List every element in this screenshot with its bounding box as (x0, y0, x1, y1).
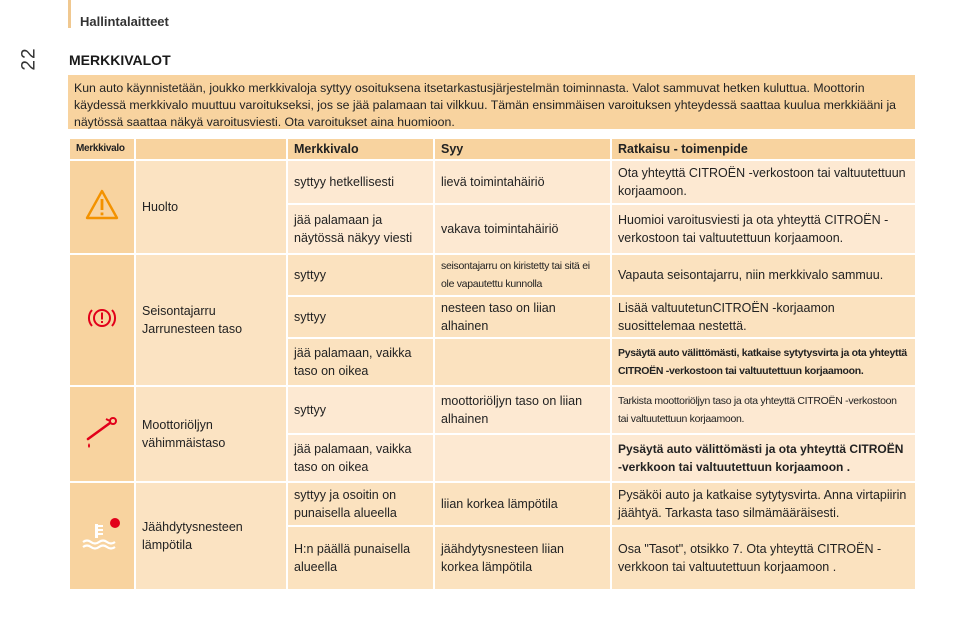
state-cell: syttyy (287, 386, 434, 434)
action-cell: Pysäköi auto ja katkaise sytytysvirta. Anna virtapiirin jäähtyä. Tarkasta taso silmämääräisesti. (611, 482, 916, 526)
light-name-text: Seisontajarru Jarrunesteen taso (142, 304, 243, 336)
state-cell: jää palamaan ja näytössä näkyy viesti (287, 204, 434, 254)
cause-cell: moottoriöljyn taso on liian alhainen (434, 386, 611, 434)
action-cell: Pysäytä auto välittömästi ja ota yhteyttä CITROËN -verkkoon tai valtuutettuun korjaamoon . (611, 434, 916, 482)
icon-cell (69, 254, 135, 386)
light-name-text: Jäähdytysnesteen lämpötila (142, 520, 243, 552)
table-row (69, 386, 916, 434)
header-blank (135, 138, 287, 160)
header-indicator: Merkkivalo (287, 138, 434, 160)
action-cell: Tarkista moottoriöljyn taso ja ota yhteyttä CITROËN -verkostoon tai valtuutettuun korjaamoon. (611, 386, 916, 434)
cause-cell: seisontajarru on kiristetty tai sitä ei ole vapautettu kunnolla (434, 254, 611, 296)
state-cell: syttyy hetkellisesti (287, 160, 434, 204)
intro-text: Kun auto käynnistetään, joukko merkkivaloja syttyy osoituksena itsetarkastusjärjestelmän toiminnasta. Valot sammuvat hetken kuluttua. Moottorin käydessä merkkivalo muuttuu varoitukseksi, jos se jää palamaan tai vilkkuu. Tämän ensimmäisen varoituksen yhteydessä saattaa kuulua merkkiääni ja näytössä saattaa näkyä varoitusviesti. Ota varoitukset aina huomioon. (68, 75, 915, 129)
state-cell: syttyy (287, 254, 434, 296)
action-cell: Pysäytä auto välittömästi, katkaise sytytysvirta ja ota yhteyttä CITROËN -verkostoon tai valtuutettuun korjaamoon. (611, 338, 916, 386)
chapter-marker (68, 0, 71, 28)
cause-cell: vakava toimintahäiriö (434, 204, 611, 254)
table-row (69, 482, 916, 526)
state-cell: H:n päällä punaisella alueella (287, 526, 434, 590)
page-number: 22 (18, 47, 40, 71)
state-cell: jää palamaan, vaikka taso on oikea (287, 434, 434, 482)
table-header-row (69, 138, 916, 160)
state-cell: jää palamaan, vaikka taso on oikea (287, 338, 434, 386)
state-cell: syttyy ja osoitin on punaisella alueella (287, 482, 434, 526)
action-cell: Vapauta seisontajarru, niin merkkivalo sammuu. (611, 254, 916, 296)
cause-cell: lievä toimintahäiriö (434, 160, 611, 204)
action-cell: Ota yhteyttä CITROËN -verkostoon tai valtuutettuun korjaamoon. (611, 160, 916, 204)
action-cell: Lisää valtuutetunCITROËN -korjaamon suosittelemaa nestettä. (611, 296, 916, 338)
cause-cell (434, 434, 611, 482)
header-light: Merkkivalo (69, 138, 135, 160)
icon-cell (69, 160, 135, 254)
light-name: Huolto (135, 160, 287, 254)
section-title: MERKKIVALOT (69, 52, 171, 68)
cause-cell: nesteen taso on liian alhainen (434, 296, 611, 338)
state-cell: syttyy (287, 296, 434, 338)
light-name (135, 386, 287, 482)
warning-triangle-icon (85, 189, 119, 226)
oil-can-icon (84, 415, 120, 454)
light-name (135, 482, 287, 590)
cause-cell: liian korkea lämpötila (434, 482, 611, 526)
light-name-text: Moottoriöljyn vähimmäistaso (142, 418, 226, 450)
action-cell: Huomioi varoitusviesti ja ota yhteyttä CITROËN -verkostoon tai valtuutettuun korjaamoon. (611, 204, 916, 254)
chapter-title: Hallintalaitteet (80, 14, 169, 29)
header-cause: Syy (434, 138, 611, 160)
header-action: Ratkaisu - toimenpide (611, 138, 916, 160)
light-name (135, 254, 287, 386)
cause-cell: jäähdytysnesteen liian korkea lämpötila (434, 526, 611, 590)
icon-cell (69, 386, 135, 482)
brake-warning-icon (87, 306, 117, 335)
cause-cell (434, 338, 611, 386)
table-row (69, 160, 916, 204)
icon-cell (69, 482, 135, 590)
coolant-temperature-icon (79, 516, 125, 557)
warning-lights-table (68, 137, 917, 591)
table-row (69, 254, 916, 296)
action-cell: Osa "Tasot", otsikko 7. Ota yhteyttä CITROËN - verkkoon tai valtuutettuun korjaamoon . (611, 526, 916, 590)
